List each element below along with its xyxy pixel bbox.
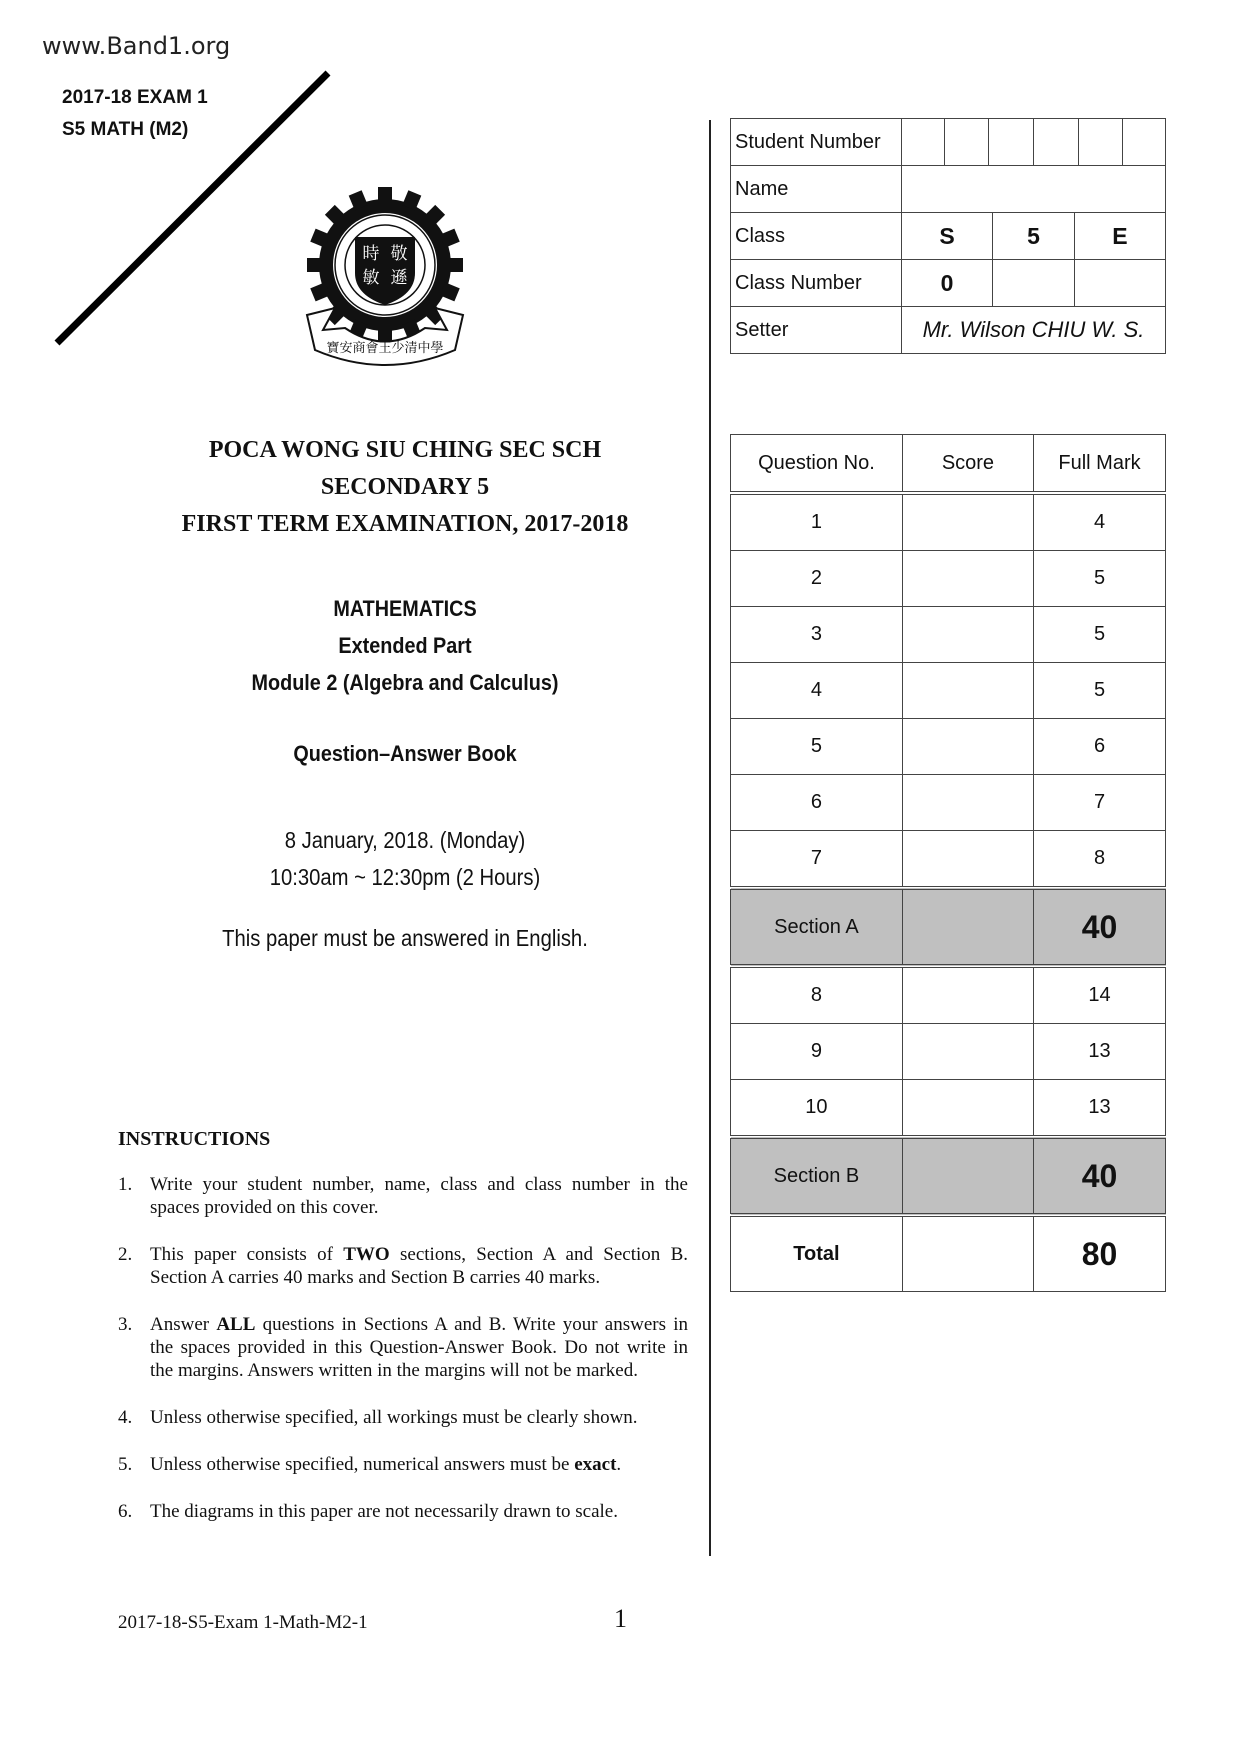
- student-number-digit-box[interactable]: [989, 119, 1034, 165]
- total-row-full-mark: 80: [1034, 1215, 1166, 1292]
- score-row: [731, 719, 1166, 775]
- question-number: 7: [731, 831, 903, 889]
- class-row: [731, 213, 1166, 260]
- score-cell[interactable]: [902, 1080, 1033, 1138]
- score-cell[interactable]: [902, 551, 1033, 607]
- full-mark: 13: [1034, 1080, 1166, 1138]
- score-row: [731, 1080, 1166, 1138]
- instruction-emphasis: ALL: [216, 1314, 256, 1335]
- score-row: [731, 551, 1166, 607]
- full-mark: 4: [1034, 493, 1166, 551]
- watermark-url: www.Band1.org: [42, 32, 231, 60]
- instruction-fragment: The diagrams in this paper are not necessarily drawn to scale.: [150, 1501, 618, 1522]
- exam-code-line1: 2017-18 EXAM 1: [62, 87, 208, 108]
- instruction-number: 3.: [118, 1314, 133, 1335]
- page-number: 1: [614, 1604, 627, 1633]
- motto-char: 遜: [390, 268, 408, 288]
- school-crest-icon: [305, 180, 465, 380]
- section-a-row: [731, 888, 1166, 966]
- score-cell[interactable]: [902, 607, 1033, 663]
- question-number: 3: [731, 607, 903, 663]
- full-mark: 5: [1034, 663, 1166, 719]
- instruction-text: [150, 1313, 688, 1382]
- subject: MATHEMATICS: [333, 596, 477, 621]
- header-question-no: Question No.: [731, 435, 903, 494]
- instruction-fragment: .: [616, 1454, 622, 1475]
- student-number-label: Student Number: [731, 119, 902, 166]
- instruction-fragment: This paper consists of: [150, 1244, 344, 1265]
- student-number-digit-box[interactable]: [902, 119, 944, 165]
- class-number-row: [731, 260, 1166, 307]
- score-row: [731, 493, 1166, 551]
- instruction-number: 1.: [118, 1174, 133, 1195]
- score-cell[interactable]: [902, 831, 1033, 889]
- instructions: [118, 1128, 688, 1547]
- class-value-3: E: [1074, 213, 1165, 260]
- instruction-number: 4.: [118, 1407, 133, 1428]
- total-row-label: Total: [731, 1215, 903, 1292]
- instruction-item: [118, 1453, 688, 1476]
- instruction-fragment: Write your student number, name, class and class number in the spaces provided on this cover.: [150, 1174, 688, 1218]
- full-mark: 5: [1034, 551, 1166, 607]
- instructions-list: [118, 1173, 688, 1523]
- total-row: [731, 1215, 1166, 1292]
- question-number: 6: [731, 775, 903, 831]
- part: Extended Part: [338, 633, 472, 658]
- motto-char: 時: [362, 244, 380, 264]
- score-table: [730, 434, 1166, 1292]
- score-cell[interactable]: [902, 719, 1033, 775]
- date-block: [154, 822, 656, 896]
- score-table-body: [731, 493, 1166, 1292]
- score-row: [731, 775, 1166, 831]
- question-number: 2: [731, 551, 903, 607]
- student-number-row: [731, 119, 1166, 166]
- student-number-digit-box[interactable]: [944, 119, 989, 165]
- level: SECONDARY 5: [320, 474, 490, 500]
- instruction-fragment: Unless otherwise specified, numerical answers must be: [150, 1454, 575, 1475]
- student-number-digit-box[interactable]: [1123, 119, 1165, 165]
- footer-code: 2017-18-S5-Exam 1-Math-M2-1: [118, 1612, 368, 1633]
- crest-banner-text: 寶安商會王少清中學: [326, 341, 444, 356]
- full-mark: 7: [1034, 775, 1166, 831]
- instruction-fragment: questions in Sections A and B. Write your answers in the spaces provided in this Question-Answer Book. Do not write in the margins. Answers written in the margins will not be marked.: [150, 1314, 688, 1381]
- instruction-item: [118, 1313, 688, 1382]
- section-a-row-full-mark: 40: [1034, 888, 1166, 966]
- score-cell[interactable]: [902, 775, 1033, 831]
- full-mark: 13: [1034, 1024, 1166, 1080]
- language-note: This paper must be answered in English.: [222, 925, 588, 951]
- exam-name: FIRST TERM EXAMINATION, 2017-2018: [181, 511, 629, 537]
- question-number: 5: [731, 719, 903, 775]
- subject-block: [149, 590, 662, 701]
- instruction-number: 6.: [118, 1501, 133, 1522]
- setter-label: Setter: [731, 307, 902, 354]
- instruction-item: [118, 1406, 688, 1429]
- score-table-header: [731, 435, 1166, 494]
- question-number: 4: [731, 663, 903, 719]
- full-mark: 14: [1034, 966, 1166, 1024]
- instructions-heading: INSTRUCTIONS: [118, 1128, 271, 1150]
- student-number-digit-box[interactable]: [1078, 119, 1123, 165]
- exam-date: 8 January, 2018. (Monday): [284, 827, 526, 853]
- instruction-emphasis: TWO: [343, 1244, 390, 1265]
- instruction-fragment: sections, Section A and Section B. Section A carries 40 marks and Section B carries 40 marks.: [150, 1244, 688, 1288]
- header-full-mark: Full Mark: [1034, 435, 1166, 494]
- instruction-text: [150, 1500, 688, 1523]
- score-cell[interactable]: [902, 663, 1033, 719]
- vertical-divider: [709, 120, 711, 1556]
- book-title: Question–Answer Book: [293, 741, 517, 766]
- motto-char: 敏: [362, 268, 380, 288]
- school-name: POCA WONG SIU CHING SEC SCH: [208, 437, 602, 463]
- score-row: [731, 607, 1166, 663]
- section-a-row-score[interactable]: [902, 888, 1033, 966]
- instruction-number: 2.: [118, 1244, 133, 1265]
- instruction-text: [150, 1406, 688, 1429]
- instruction-text: [150, 1453, 688, 1476]
- name-field[interactable]: [902, 166, 1166, 213]
- score-row: [731, 663, 1166, 719]
- exam-time: 10:30am ~ 12:30pm (2 Hours): [269, 864, 541, 890]
- instruction-number: 5.: [118, 1454, 133, 1475]
- score-cell[interactable]: [902, 493, 1033, 551]
- instruction-fragment: Answer: [150, 1314, 217, 1335]
- question-number: 10: [731, 1080, 903, 1138]
- class-number-digit-3[interactable]: [1074, 260, 1165, 307]
- section-b-row-label: Section B: [731, 1137, 903, 1215]
- name-label: Name: [731, 166, 902, 213]
- class-label: Class: [731, 213, 902, 260]
- student-info-table: [730, 118, 1166, 354]
- full-mark: 5: [1034, 607, 1166, 663]
- student-number-boxes: [902, 119, 1165, 165]
- instruction-item: [118, 1243, 688, 1289]
- full-mark: 6: [1034, 719, 1166, 775]
- module: Module 2 (Algebra and Calculus): [251, 670, 559, 695]
- motto-char: 敬: [390, 244, 408, 264]
- score-row: [731, 1024, 1166, 1080]
- class-value-1: S: [902, 213, 993, 260]
- student-number-digit-box[interactable]: [1033, 119, 1078, 165]
- class-number-digit-1: 0: [902, 260, 993, 307]
- score-cell[interactable]: [902, 966, 1033, 1024]
- class-number-label: Class Number: [731, 260, 902, 307]
- instruction-text: [150, 1243, 688, 1289]
- instruction-fragment: Unless otherwise specified, all workings must be clearly shown.: [150, 1407, 638, 1428]
- question-number: 8: [731, 966, 903, 1024]
- section-b-row-full-mark: 40: [1034, 1137, 1166, 1215]
- score-row: [731, 831, 1166, 889]
- header-score: Score: [902, 435, 1033, 494]
- instruction-emphasis: exact: [574, 1454, 617, 1475]
- name-row: [731, 166, 1166, 213]
- exam-code-line2: S5 MATH (M2): [62, 119, 189, 140]
- instruction-item: [118, 1173, 688, 1219]
- question-number: 1: [731, 493, 903, 551]
- question-number: 9: [731, 1024, 903, 1080]
- instruction-text: [150, 1173, 688, 1219]
- score-cell[interactable]: [902, 1024, 1033, 1080]
- school-title-block: [120, 432, 690, 543]
- instruction-item: [118, 1500, 688, 1523]
- setter-row: [731, 307, 1166, 354]
- section-a-row-label: Section A: [731, 888, 903, 966]
- total-row-score[interactable]: [902, 1215, 1033, 1292]
- class-value-2: 5: [993, 213, 1075, 260]
- class-number-digit-2[interactable]: [993, 260, 1075, 307]
- setter-value: Mr. Wilson CHIU W. S.: [902, 307, 1166, 354]
- section-b-row-score[interactable]: [902, 1137, 1033, 1215]
- full-mark: 8: [1034, 831, 1166, 889]
- section-b-row: [731, 1137, 1166, 1215]
- score-row: [731, 966, 1166, 1024]
